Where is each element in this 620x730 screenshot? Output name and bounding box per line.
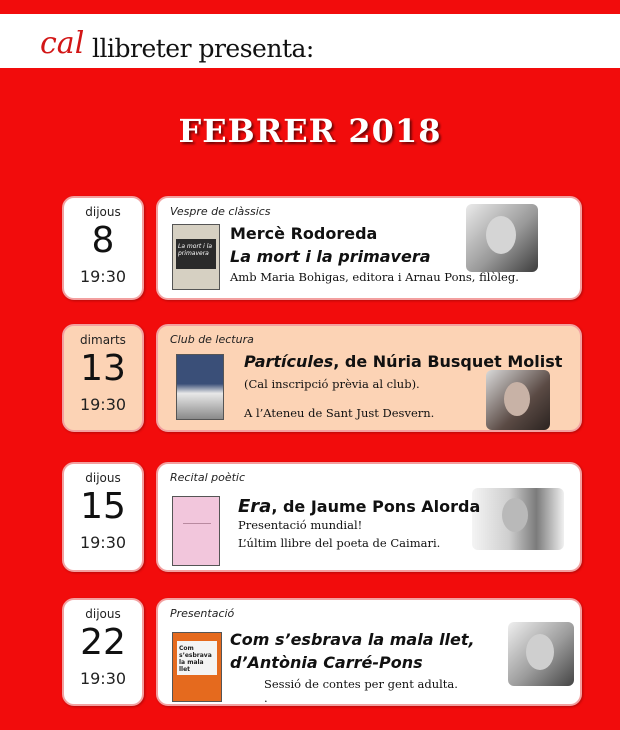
- weekday: dijous: [85, 607, 121, 621]
- event-card: [156, 598, 582, 706]
- author-photo: [508, 622, 574, 686]
- event-author: d’Antònia Carré-Pons: [230, 653, 423, 672]
- event-book-title: La mort i la primavera: [230, 247, 431, 266]
- book-cover-image: [172, 632, 222, 702]
- book-cover-image: [176, 354, 224, 420]
- top-red-strip: [0, 0, 620, 14]
- event-detail: (Cal inscripció prèvia al club).: [244, 377, 420, 391]
- photo-face: [526, 634, 554, 670]
- book-cover-title: Com s’esbrava la mala llet: [179, 645, 212, 673]
- event-category: Club de lectura: [170, 333, 254, 346]
- day-number: 15: [80, 486, 126, 527]
- event-author: Mercè Rodoreda: [230, 224, 378, 243]
- event-book-title: Partícules: [244, 352, 334, 371]
- event-title: [244, 352, 562, 371]
- month-title: FEBRER 2018: [178, 112, 442, 150]
- photo-face: [486, 216, 516, 254]
- weekday: dimarts: [80, 333, 126, 347]
- event-time: 19:30: [79, 395, 127, 414]
- event-detail: .: [264, 691, 268, 705]
- day-number: 13: [80, 348, 126, 389]
- event-detail: L’últim llibre del poeta de Caimari.: [238, 536, 441, 550]
- day-number: 22: [80, 622, 126, 663]
- event-book-title: Com s’esbrava la mala llet,: [230, 630, 475, 649]
- event-card: [156, 462, 582, 572]
- book-cover-title: La mort i la primavera: [178, 243, 213, 257]
- event-card: [156, 324, 582, 432]
- date-box: [62, 196, 144, 300]
- event-detail: Amb Maria Bohigas, editora i Arnau Pons, filòleg.: [230, 270, 519, 284]
- photo-face: [504, 382, 530, 416]
- header-bar: [0, 14, 620, 68]
- event-title: [238, 496, 480, 517]
- logo-llibreter-presenta: llibreter presenta:: [92, 34, 314, 63]
- date-box: [62, 324, 144, 432]
- weekday: dijous: [85, 471, 121, 485]
- event-detail: Sessió de contes per gent adulta.: [264, 677, 458, 691]
- author-photo: [466, 204, 538, 272]
- logo-cal: cal: [40, 26, 85, 61]
- event-detail: Presentació mundial!: [238, 518, 363, 532]
- event-card: [156, 196, 582, 300]
- event-time: 19:30: [79, 533, 127, 552]
- author-photo: [486, 370, 550, 430]
- event-author: , de Jaume Pons Alorda: [271, 497, 481, 516]
- weekday: dijous: [85, 205, 121, 219]
- event-detail: A l’Ateneu de Sant Just Desvern.: [244, 406, 435, 420]
- date-box: [62, 462, 144, 572]
- event-time: 19:30: [79, 267, 127, 286]
- event-category: Vespre de clàssics: [170, 205, 271, 218]
- date-box: [62, 598, 144, 706]
- event-time: 19:30: [79, 669, 127, 688]
- photo-face: [502, 498, 528, 532]
- event-author: , de Núria Busquet Molist: [333, 352, 563, 371]
- event-category: Presentació: [170, 607, 235, 620]
- day-number: 8: [91, 220, 115, 261]
- book-cover-image: [172, 496, 220, 566]
- event-book-title: Era: [238, 496, 272, 517]
- book-cover-line: [183, 523, 211, 524]
- author-photo: [472, 488, 564, 550]
- event-category: Recital poètic: [170, 471, 246, 484]
- book-cover-image: [172, 224, 220, 290]
